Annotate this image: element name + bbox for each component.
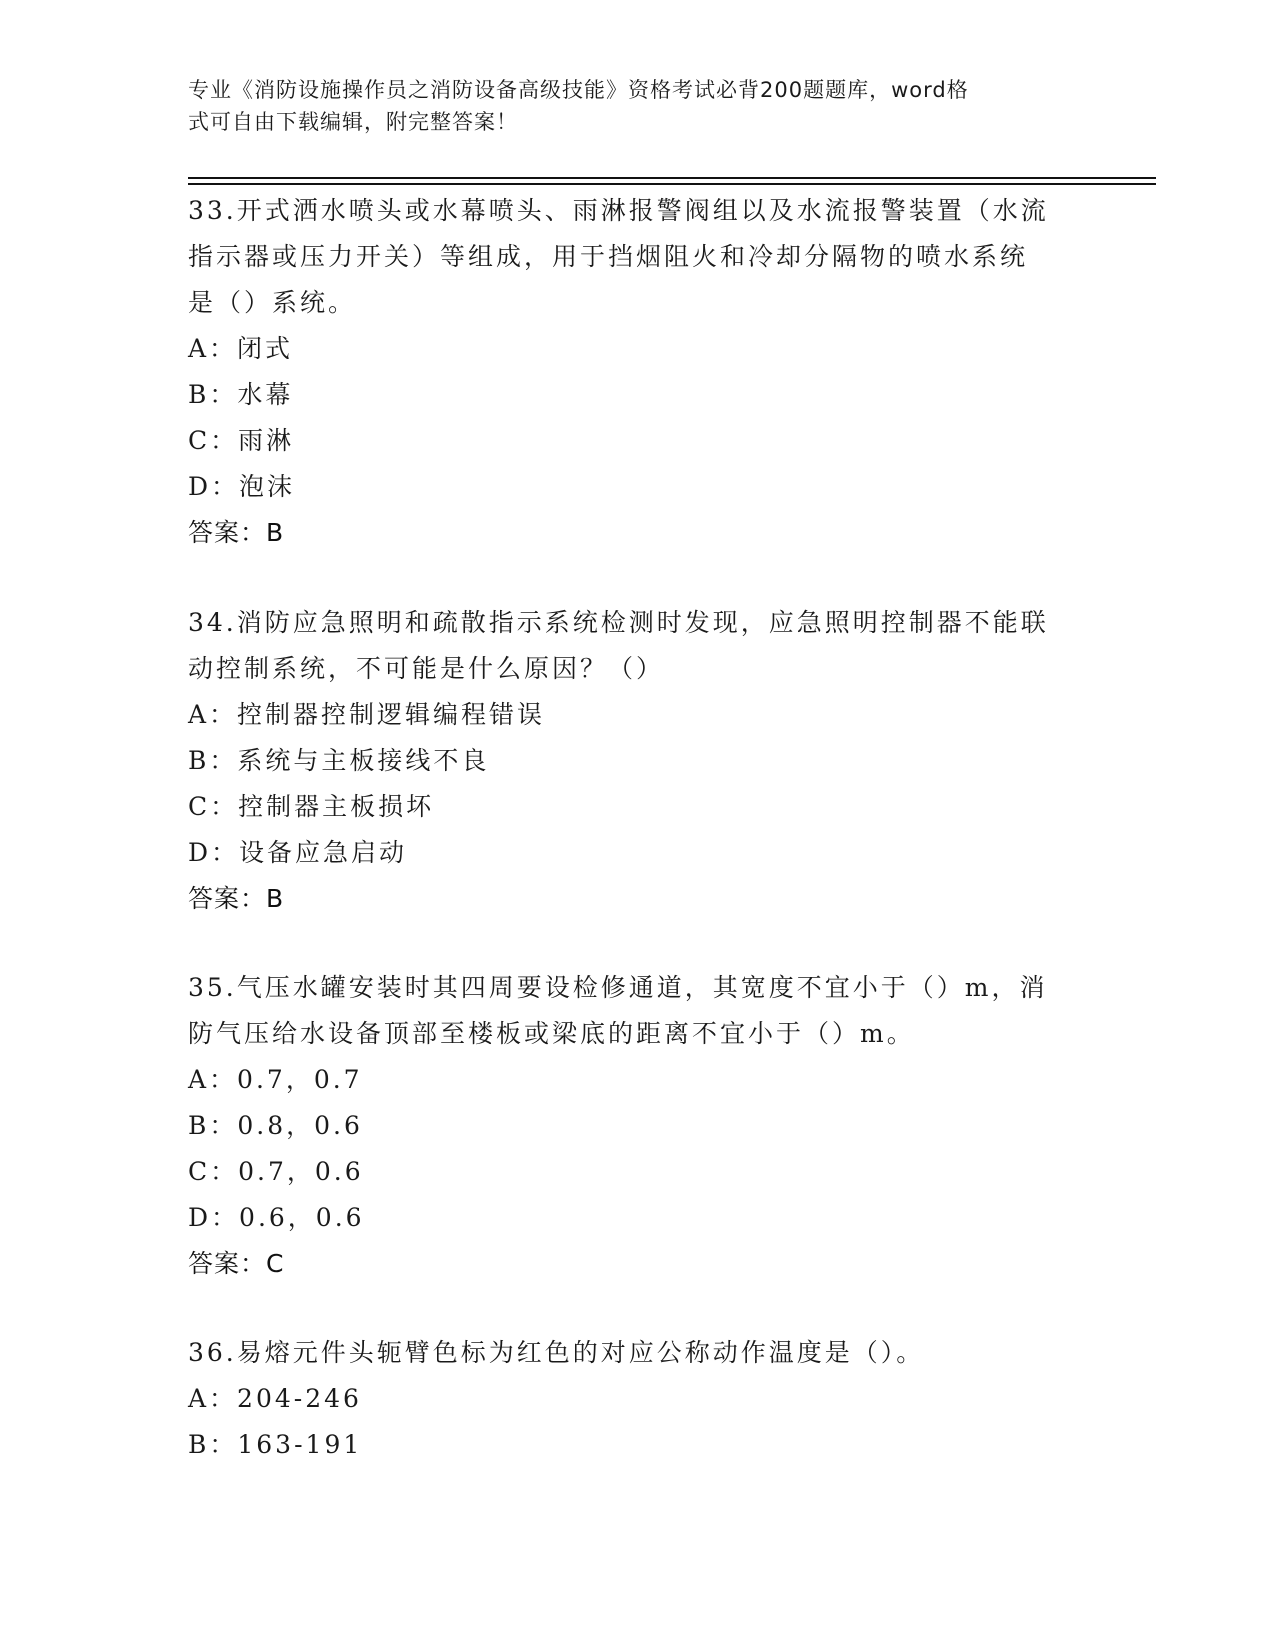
stem-line: 34.消防应急照明和疏散指示系统检测时发现，应急照明控制器不能联	[188, 608, 1049, 637]
header-line-2: 式可自由下载编辑，附完整答案！	[188, 110, 518, 134]
question-stem	[188, 600, 1088, 692]
question-35	[188, 965, 1088, 1287]
stem-line: 33.开式洒水喷头或水幕喷头、雨淋报警阀组以及水流报警装置（水流	[188, 196, 1049, 225]
option-d: D：设备应急启动	[188, 838, 408, 867]
stem-line: 指示器或压力开关）等组成，用于挡烟阻火和冷却分隔物的喷水系统	[188, 242, 1029, 271]
answer-line: 答案：B	[188, 518, 285, 547]
stem-line: 动控制系统，不可能是什么原因？（）	[188, 654, 665, 683]
stem-line: 防气压给水设备顶部至楼板或梁底的距离不宜小于（）m。	[188, 1019, 915, 1048]
option-c: C：控制器主板损坏	[188, 792, 435, 821]
question-stem	[188, 965, 1088, 1057]
option-b: B：0.8，0.6	[188, 1111, 363, 1140]
header-line-1: 专业《消防设施操作员之消防设备高级技能》资格考试必背200题题库，word格	[188, 78, 969, 102]
question-36	[188, 1330, 1088, 1468]
option-c: C：0.7，0.6	[188, 1157, 364, 1186]
stem-line: 35.气压水罐安装时其四周要设检修通道，其宽度不宜小于（）m，消	[188, 973, 1048, 1002]
stem-line: 36.易熔元件头轭臂色标为红色的对应公称动作温度是（）。	[188, 1338, 925, 1367]
question-stem	[188, 188, 1088, 326]
option-c: C：雨淋	[188, 426, 295, 455]
header-divider-top	[188, 177, 1156, 179]
stem-line: 是（）系统。	[188, 288, 357, 317]
option-a: A：0.7，0.7	[188, 1065, 363, 1094]
document-header	[188, 74, 1068, 138]
option-b: B：水幕	[188, 380, 294, 409]
option-a: A：204-246	[188, 1384, 362, 1413]
option-b: B：163-191	[188, 1430, 363, 1459]
header-divider-bottom	[188, 183, 1156, 185]
option-d: D：泡沫	[188, 472, 296, 501]
question-stem	[188, 1330, 1088, 1376]
option-d: D：0.6，0.6	[188, 1203, 365, 1232]
question-33	[188, 188, 1088, 556]
question-34	[188, 600, 1088, 922]
option-a: A：闭式	[188, 334, 294, 363]
answer-line: 答案：C	[188, 1249, 285, 1278]
answer-line: 答案：B	[188, 884, 285, 913]
option-a: A：控制器控制逻辑编程错误	[188, 700, 546, 729]
option-b: B：系统与主板接线不良	[188, 746, 490, 775]
